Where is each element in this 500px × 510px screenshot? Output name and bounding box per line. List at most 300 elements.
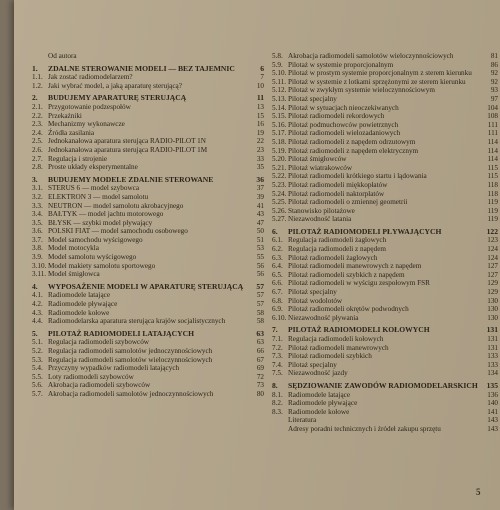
- toc-entry-page: 130: [487, 305, 498, 314]
- toc-entry: [272, 305, 498, 314]
- toc-entry: [32, 103, 264, 112]
- toc-entry-number: 7.: [272, 325, 278, 335]
- toc-entry-page: 37: [256, 184, 264, 193]
- toc-entry-page: 39: [256, 192, 264, 201]
- toc-entry-page: 127: [487, 270, 498, 279]
- toc-entry-page: 58: [256, 317, 264, 326]
- toc-entry-page: 114: [487, 137, 498, 146]
- toc-entry-page: 58: [256, 308, 264, 317]
- toc-entry-title: Model samochodu wyścigowego: [48, 235, 143, 244]
- toc-entry-title: POLSKI FIAT — model samochodu osobowego: [48, 227, 188, 236]
- toc-entry-page: 6: [260, 63, 264, 73]
- book-page: [14, 0, 500, 510]
- toc-entry-page: 51: [256, 235, 264, 244]
- toc-entry-title: Jak zostać radiomodelarzem?: [48, 73, 133, 82]
- toc-entry: [32, 219, 264, 228]
- toc-entry-page: 63: [256, 328, 264, 338]
- toc-entry: [272, 271, 498, 280]
- toc-entry-page: 10: [256, 81, 264, 90]
- toc-entry-page: 57: [256, 281, 264, 291]
- toc-entry-number: 5.11.: [272, 77, 287, 86]
- toc-entry-number: 3.2.: [32, 192, 43, 201]
- toc-entry-page: 63: [256, 338, 264, 347]
- toc-entry-title: Pilotaż specjalny: [288, 288, 337, 297]
- toc-entry-page: 13: [256, 102, 264, 111]
- toc-entry-title: Pilotaż specjalny: [288, 360, 337, 369]
- toc-entry-page: 36: [256, 174, 264, 184]
- toc-entry-title: Niezawodność jazdy: [288, 369, 348, 378]
- toc-entry-title: ZDALNE STEROWANIE MODELI — BEZ TAJEMNIC: [48, 63, 235, 73]
- toc-entry-title: Pilotaż radiomodeli okrętów podwodnych: [288, 305, 409, 314]
- toc-entry-number: 6.10.: [272, 313, 287, 322]
- toc-entry-page: 118: [487, 189, 498, 198]
- toc-entry-title: Akrobacja radiomodeli szybowców: [48, 381, 151, 390]
- toc-entry-number: 2.5.: [32, 137, 43, 146]
- toc-entry-page: 131: [487, 335, 498, 343]
- toc-entry: [272, 190, 498, 199]
- toc-entry-page: 97: [490, 94, 498, 103]
- toc-entry-page: 124: [487, 253, 498, 262]
- toc-entry-number: 6.: [272, 226, 278, 236]
- toc-entry-title: Pilotaż w systemie z lotkami sprzężonymi ze sterem kierunku: [288, 77, 466, 86]
- toc-entry: [272, 147, 498, 156]
- toc-entry-page: 41: [256, 201, 264, 210]
- toc-entry-title: PILOTAŻ RADIOMODELI PŁYWAJĄCYCH: [288, 226, 442, 236]
- toc-entry-page: 119: [487, 198, 498, 207]
- toc-entry: [32, 129, 264, 138]
- toc-entry-number: 3.8.: [32, 244, 43, 253]
- toc-entry: [272, 112, 498, 121]
- toc-entry: [32, 390, 264, 399]
- toc-entry-title: Regulacja radiomodeli samolotów wieloczynnościowych: [48, 355, 213, 364]
- toc-entry-title: STERUS 6 — model szybowca: [48, 184, 140, 193]
- toc-entry-title: Pilotaż w zwykłym systemie wieloczynnościowym: [288, 86, 435, 95]
- toc-entry-number: 7.3.: [272, 352, 283, 361]
- toc-entry-number: 3.1.: [32, 184, 43, 193]
- toc-entry: [32, 193, 264, 202]
- toc-entry-page: 129: [487, 279, 498, 288]
- toc-entry-page: 141: [487, 407, 498, 416]
- page-number: 5: [476, 487, 481, 497]
- toc-entry: [272, 254, 498, 263]
- toc-entry: [272, 399, 498, 408]
- toc-entry: [32, 137, 264, 146]
- toc-entry: [272, 121, 498, 130]
- toc-entry-page: 127: [487, 262, 498, 271]
- toc-entry-number: 5.9.: [272, 60, 283, 69]
- toc-entry-number: 5.5.: [32, 372, 43, 381]
- toc-entry-page: 22: [256, 137, 264, 146]
- toc-entry: [32, 364, 264, 373]
- toc-entry: [272, 69, 498, 78]
- toc-entry: [272, 104, 498, 113]
- toc-entry-page: 135: [486, 380, 498, 390]
- toc-entry-number: 2.7.: [32, 154, 43, 163]
- toc-entry-page: 73: [256, 381, 264, 390]
- toc-entry-title: Pilotaż radiomodeli z napędem elektrycznym: [288, 146, 419, 155]
- toc-entry-title: Radiomodele pływające: [288, 399, 358, 408]
- toc-entry-page: 119: [487, 215, 498, 224]
- toc-entry: [32, 163, 264, 172]
- toc-entry-number: 5.1.: [32, 338, 43, 347]
- toc-entry: [32, 52, 264, 61]
- toc-entry-page: 86: [490, 60, 498, 69]
- toc-entry-page: 11: [256, 93, 264, 103]
- toc-entry-page: 114: [487, 155, 498, 164]
- toc-chapter-entry: [32, 330, 264, 339]
- toc-entry: [272, 416, 498, 425]
- toc-entry-page: 133: [487, 352, 498, 361]
- toc-entry-page: 143: [487, 424, 498, 433]
- toc-entry-number: 6.9.: [272, 305, 283, 314]
- toc-entry-page: 124: [487, 245, 498, 254]
- toc-entry-number: 3.: [32, 174, 38, 184]
- toc-entry-title: Pilotaż radiomodeli miękkopłatów: [288, 180, 388, 189]
- toc-entry-page: 57: [256, 291, 264, 300]
- toc-entry-number: 1.2.: [32, 81, 43, 90]
- toc-entry-page: 111: [487, 129, 498, 138]
- toc-entry-page: 114: [487, 146, 498, 155]
- toc-entry-title: SĘDZIOWANIE ZAWODÓW RADIOMODELARSKICH: [288, 380, 478, 390]
- toc-entry-page: 108: [487, 112, 498, 121]
- toc-entry-title: Pilotaż wodolotów: [288, 296, 343, 305]
- toc-chapter-entry: [32, 94, 264, 103]
- toc-entry-number: 8.3.: [272, 407, 283, 416]
- toc-entry-page: 136: [487, 390, 498, 399]
- toc-entry-title: Radiomodele latające: [288, 390, 351, 399]
- toc-entry-number: 7.1.: [272, 335, 283, 343]
- toc-entry-page: 50: [256, 227, 264, 236]
- toc-entry-number: 3.5.: [32, 218, 43, 227]
- toc-entry-title: Pilotaż śmigłowców: [288, 155, 347, 164]
- toc-entry-page: 57: [256, 300, 264, 309]
- toc-entry-page: 140: [487, 399, 498, 408]
- toc-entry-title: Model śmigłowca: [48, 270, 100, 279]
- toc-entry-title: Radiomodele kołowe: [48, 308, 110, 317]
- toc-entry-page: 72: [256, 372, 264, 381]
- toc-entry-page: 81: [490, 52, 498, 60]
- toc-entry: [272, 314, 498, 323]
- toc-entry-page: 134: [487, 369, 498, 378]
- toc-entry-title: Pilotaż radiomodeli rekordowych: [288, 112, 385, 121]
- toc-entry-number: 6.1.: [272, 236, 283, 245]
- toc-entry-number: 5.13.: [272, 94, 287, 103]
- toc-entry-title: Regulacja i strojenie: [48, 154, 108, 163]
- toc-entry-page: 15: [256, 111, 264, 120]
- toc-entry-number: 2.6.: [32, 145, 43, 154]
- toc-entry-number: 5.17.: [272, 129, 287, 138]
- toc-entry: [272, 207, 498, 216]
- toc-entry-number: 1.1.: [32, 73, 43, 82]
- toc-entry-title: Jednokanałowa aparatura sterująca RADIO-PILOT 1N: [48, 137, 206, 146]
- toc-entry-title: Radiomodele kołowe: [288, 407, 350, 416]
- toc-entry-number: 8.: [272, 380, 278, 390]
- toc-entry-title: Regulacja radiomodeli szybowców: [48, 338, 149, 347]
- toc-entry: [32, 202, 264, 211]
- toc-chapter-entry: [272, 228, 498, 237]
- toc-entry-page: 123: [487, 236, 498, 245]
- toc-entry-title: Pilotaż radiomodeli żaglowych: [288, 253, 378, 262]
- toc-entry-number: 3.7.: [32, 235, 43, 244]
- toc-entry: [272, 78, 498, 87]
- toc-entry-title: BŁYSK — szybki model pływający: [48, 218, 153, 227]
- toc-entry: [272, 215, 498, 224]
- toc-entry: [272, 198, 498, 207]
- toc-entry-page: 130: [487, 313, 498, 322]
- toc-entry-title: Adresy poradni technicznych i źródeł zakupu sprzętu: [288, 424, 441, 433]
- toc-entry-title: Regulacja radiomodeli żaglowych: [288, 236, 387, 245]
- toc-entry-page: 19: [256, 128, 264, 137]
- toc-entry-title: Pilotaż radiomodeli szybkich: [288, 352, 372, 361]
- toc-entry-title: Przyczyny wypadków radiomodeli latających: [48, 364, 180, 373]
- toc-entry: [32, 338, 264, 347]
- toc-chapter-entry: [272, 326, 498, 335]
- toc-entry: [272, 138, 498, 147]
- toc-entry-page: 122: [486, 226, 498, 236]
- toc-entry-number: 5.27.: [272, 215, 287, 224]
- toc-entry-title: Regulacja radiomodeli kołowych: [288, 335, 384, 343]
- toc-entry-number: 6.5.: [272, 270, 283, 279]
- toc-entry-page: 118: [487, 180, 498, 189]
- toc-entry-number: 6.6.: [272, 279, 283, 288]
- toc-entry: [32, 317, 264, 326]
- toc-entry: [272, 86, 498, 95]
- toc-entry-page: 93: [490, 86, 498, 95]
- toc-entry-page: 143: [487, 416, 498, 425]
- toc-right-column: [272, 52, 498, 434]
- toc-entry-page: 133: [487, 360, 498, 369]
- toc-entry-title: Pilotaż radiomodeli w wyścigu zespołowym FSR: [288, 279, 430, 288]
- toc-entry: [272, 172, 498, 181]
- toc-entry-number: 5.20.: [272, 155, 287, 164]
- toc-entry-number: 5.2.: [32, 347, 43, 355]
- toc-entry-page: 56: [256, 261, 264, 270]
- toc-entry-number: 5.8.: [272, 52, 283, 60]
- toc-entry-number: 8.2.: [272, 399, 283, 408]
- toc-entry-number: 5.23.: [272, 180, 287, 189]
- toc-entry: [272, 155, 498, 164]
- toc-entry-number: 6.2.: [272, 245, 283, 254]
- toc-entry-number: 5.14.: [272, 103, 287, 112]
- toc-entry: [272, 61, 498, 70]
- toc-entry-title: Model samolotu wyścigowego: [48, 253, 137, 262]
- toc-entry-title: Loty radiomodeli szybowców: [48, 372, 134, 381]
- toc-entry: [32, 381, 264, 390]
- toc-entry-number: 4.4.: [32, 317, 43, 326]
- toc-entry-number: 5.7.: [32, 389, 43, 398]
- toc-entry-page: 111: [487, 120, 498, 129]
- toc-entry-number: 2.1.: [32, 102, 43, 111]
- toc-entry: [272, 181, 498, 190]
- toc-entry-title: Jednokanałowa aparatura sterująca RADIO-PILOT 1M: [48, 145, 208, 154]
- toc-entry: [32, 112, 264, 121]
- toc-entry-page: 33: [256, 154, 264, 163]
- toc-entry-page: 56: [256, 270, 264, 279]
- toc-entry-number: 3.6.: [32, 227, 43, 236]
- toc-entry: [272, 262, 498, 271]
- toc-entry-number: 3.11.: [32, 270, 47, 279]
- toc-entry-title: Akrobacja radiomodeli samolotów wieloczynnościowych: [288, 52, 454, 60]
- toc-entry-title: Radiomodele latające: [48, 291, 111, 300]
- toc-entry-page: 131: [486, 325, 498, 335]
- toc-entry-page: 43: [256, 210, 264, 219]
- toc-entry-number: 7.4.: [272, 360, 283, 369]
- toc-entry-page: 131: [487, 343, 498, 352]
- toc-entry-title: BUDUJEMY APARATURĘ STERUJĄCĄ: [48, 93, 187, 103]
- toc-entry-number: 3.4.: [32, 210, 43, 219]
- toc-entry-title: Od autora: [48, 52, 77, 60]
- toc-entry-title: Pilotaż w systemie proporcjonalnym: [288, 60, 394, 69]
- toc-entry-number: 8.1.: [272, 390, 283, 399]
- toc-entry-page: 16: [256, 120, 264, 129]
- toc-entry-number: 7.5.: [272, 369, 283, 378]
- toc-entry-number: 2.8.: [32, 163, 43, 172]
- toc-entry-page: 92: [490, 69, 498, 78]
- toc-entry-title: Pilotaż w sytuacjach nieoczekiwanych: [288, 103, 399, 112]
- toc-entry-page: 92: [490, 77, 498, 86]
- toc-entry-title: Radiomodele pływające: [48, 300, 118, 309]
- toc-entry-number: 5.26.: [272, 206, 287, 215]
- toc-entry-title: Pilotaż radiomodeli manewrowych: [288, 343, 389, 352]
- toc-entry-page: 80: [256, 389, 264, 398]
- toc-entry-title: Model motocykla: [48, 244, 99, 253]
- toc-entry-title: Jaki wybrać model, a jaką aparaturę sterującą?: [48, 81, 182, 90]
- toc-entry-title: Regulacja radiomodeli samolotów jednoczynnościowych: [48, 347, 213, 355]
- toc-entry-number: 6.3.: [272, 253, 283, 262]
- toc-entry: [272, 352, 498, 361]
- toc-entry-title: Pilotaż wiatrakowców: [288, 163, 353, 172]
- toc-entry: [32, 291, 264, 300]
- toc-chapter-entry: [272, 382, 498, 391]
- toc-entry-number: 2.2.: [32, 111, 43, 120]
- toc-entry: [32, 146, 264, 155]
- toc-entry-page: 129: [487, 288, 498, 297]
- toc-entry: [272, 369, 498, 378]
- toc-entry: [32, 227, 264, 236]
- toc-entry-page: 69: [256, 364, 264, 373]
- toc-entry-page: 119: [487, 206, 498, 215]
- toc-entry: [32, 309, 264, 318]
- toc-entry: [32, 300, 264, 309]
- toc-entry-page: 66: [256, 347, 264, 355]
- toc-entry-title: ELEKTRON 3 — model samolotu: [48, 192, 149, 201]
- toc-entry-title: BAŁTYK — model jachtu motorowego: [48, 210, 164, 219]
- toc-entry-title: Pilotaż radiomodeli z napędem odrzutowym: [288, 137, 416, 146]
- toc-entry-title: Pilotaż specjalny: [288, 94, 337, 103]
- toc-entry-number: 5.19.: [272, 146, 287, 155]
- toc-entry-number: 3.9.: [32, 253, 43, 262]
- toc-entry: [32, 262, 264, 271]
- toc-entry: [272, 408, 498, 417]
- toc-entry: [272, 129, 498, 138]
- toc-entry-title: PILOTAŻ RADIOMODELI LATAJĄCYCH: [48, 328, 194, 338]
- toc-entry-title: Pilotaż radiomodeli wielozadaniowych: [288, 129, 401, 138]
- toc-entry-number: 3.3.: [32, 201, 43, 210]
- toc-entry-number: 5.3.: [32, 355, 43, 364]
- toc-entry-title: Przekaźniki: [48, 111, 82, 120]
- toc-entry: [32, 73, 264, 82]
- toc-entry-title: Mechanizmy wykonawcze: [48, 120, 125, 129]
- toc-entry-page: 115: [487, 172, 498, 181]
- toc-entry-number: 1.: [32, 63, 38, 73]
- toc-entry-title: BUDUJEMY MODELE ZDALNIE STEROWANE: [48, 174, 214, 184]
- toc-entry-page: 130: [487, 296, 498, 305]
- toc-entry: [272, 279, 498, 288]
- toc-entry-title: Przygotowanie podzespołów: [48, 102, 131, 111]
- toc-entry-page: 53: [256, 244, 264, 253]
- toc-entry-number: 4.3.: [32, 308, 43, 317]
- toc-entry-number: 5.10.: [272, 69, 287, 78]
- toc-entry-number: 5.: [32, 328, 38, 338]
- toc-entry-number: 5.18.: [272, 137, 287, 146]
- toc-entry-title: WYPOSAŻENIE MODELI W APARATURĘ STERUJĄCĄ: [48, 281, 244, 291]
- toc-entry: [272, 361, 498, 370]
- toc-entry-title: Radiomodelarska aparatura sterująca krajów socjalistycznych: [48, 317, 226, 326]
- toc-entry-number: 5.12.: [272, 86, 287, 95]
- toc-entry: [272, 425, 498, 434]
- toc-entry: [272, 245, 498, 254]
- toc-entry-title: Źródła zasilania: [48, 128, 95, 137]
- toc-entry-number: 5.25.: [272, 198, 287, 207]
- toc-entry-number: 3.10.: [32, 261, 47, 270]
- toc-entry: [272, 335, 498, 344]
- toc-entry: [32, 373, 264, 382]
- toc-entry-title: Niezawodność pływania: [288, 313, 359, 322]
- toc-entry-page: 47: [256, 218, 264, 227]
- toc-entry-page: 115: [487, 163, 498, 172]
- toc-chapter-entry: [32, 283, 264, 292]
- toc-entry: [32, 210, 264, 219]
- toc-entry-number: 5.22.: [272, 172, 287, 181]
- toc-entry-title: Proste układy eksperymentalne: [48, 163, 138, 172]
- toc-entry: [272, 236, 498, 245]
- toc-entry: [32, 356, 264, 365]
- toc-entry-title: Pilotaż podmuchowców powietrznych: [288, 120, 399, 129]
- toc-entry-page: 67: [256, 355, 264, 364]
- toc-chapter-entry: [32, 176, 264, 185]
- toc-entry-title: Pilotaż radiomodeli o zmiennej geometrii: [288, 198, 408, 207]
- toc-entry-title: Model makiety samolotu sportowego: [48, 261, 156, 270]
- toc-entry: [272, 391, 498, 400]
- toc-entry-page: 35: [256, 163, 264, 172]
- toc-entry-number: 5.24.: [272, 189, 287, 198]
- toc-entry-number: 4.1.: [32, 291, 43, 300]
- toc-entry-number: 2.4.: [32, 128, 43, 137]
- toc-entry-number: 2.3.: [32, 120, 43, 129]
- toc-entry-number: 6.4.: [272, 262, 283, 271]
- toc-entry-number: 5.21.: [272, 163, 287, 172]
- toc-entry-page: 55: [256, 253, 264, 262]
- toc-entry: [32, 347, 264, 356]
- toc-entry-page: 23: [256, 145, 264, 154]
- toc-entry-number: 6.8.: [272, 296, 283, 305]
- toc-entry-number: 7.2.: [272, 343, 283, 352]
- toc-left-column: [32, 52, 264, 399]
- toc-entry-title: Akrobacja radiomodeli samolotów jednoczynnościowych: [48, 389, 214, 398]
- toc-entry: [272, 297, 498, 306]
- toc-entry-title: Pilotaż radiomodeli krótkiego startu i lądowania: [288, 172, 427, 181]
- toc-entry-title: Pilotaż radiomodeli szybkich z napędem: [288, 270, 405, 279]
- toc-chapter-entry: [32, 65, 264, 74]
- toc-entry-number: 5.4.: [32, 364, 43, 373]
- toc-entry-number: 2.: [32, 93, 38, 103]
- toc-entry-page: 104: [487, 103, 498, 112]
- toc-entry-page: 7: [260, 73, 264, 82]
- toc-entry: [272, 288, 498, 297]
- toc-entry-number: 4.2.: [32, 300, 43, 309]
- toc-entry: [272, 164, 498, 173]
- toc-entry-title: Pilotaż radiomodeli manewrowych z napędem: [288, 262, 422, 271]
